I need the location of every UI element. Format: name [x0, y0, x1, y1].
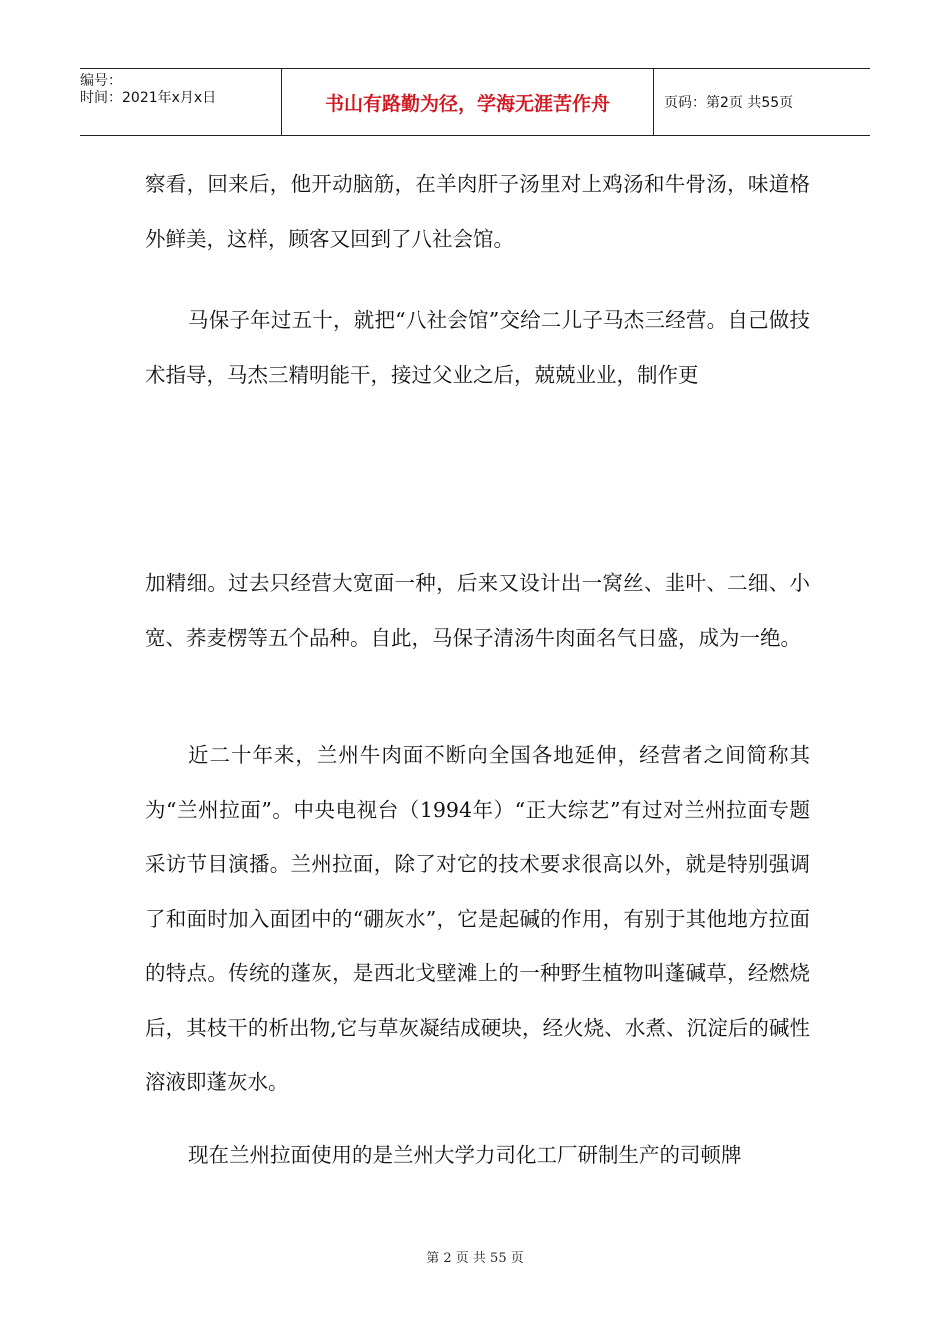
- header-page-info: 页码：第2页 共55页: [664, 95, 794, 111]
- document-time-label: 时间：2021年x月x日: [80, 90, 217, 106]
- header-meta: [80, 69, 281, 135]
- paragraph-5: 现在兰州拉面使用的是兰州大学力司化工厂研制生产的司顿牌: [188, 1143, 742, 1167]
- paragraph-4: 近二十年来，兰州牛肉面不断向全国各地延伸，经营者之间简称其为“兰州拉面”。中央电视台（1994年）“正大综艺”有过对兰州拉面专题采访节目演播。兰州拉面，除了对它的技术要求很高以外，就是特别强调了和面时加入面团中的“硼灰水”，它是起碱的作用，有别于其他地方拉面的特点。传统的蓬灰，是西北戈壁滩上的一种野生植物叫蓬碱草，经燃烧后，其枝干的析出物,它与草灰凝结成硬块，经火烧、水煮、沉淀后的碱性溶液即蓬灰水。: [145, 743, 810, 1094]
- page-footer: 第 2 页 共 55 页: [426, 1251, 524, 1266]
- document-number-label: 编号：: [80, 73, 122, 89]
- paragraph-1: 察看，回来后，他开动脑筋，在羊肉肝子汤里对上鸡汤和牛骨汤，味道格外鲜美，这样，顾客又回到了八社会馆。: [145, 172, 810, 251]
- header-motto: 书山有路勤为径，学海无涯苦作舟: [281, 69, 654, 135]
- paragraph-3: 加精细。过去只经营大宽面一种，后来又设计出一窝丝、韭叶、二细、小宽、荞麦楞等五个品种。自此，马保子清汤牛肉面名气日盛，成为一绝。: [145, 571, 810, 650]
- page-header: [80, 68, 870, 136]
- paragraph-2: 马保子年过五十，就把“八社会馆”交给二儿子马杰三经营。自己做技术指导，马杰三精明能干，接过父业之后，兢兢业业，制作更: [145, 308, 810, 387]
